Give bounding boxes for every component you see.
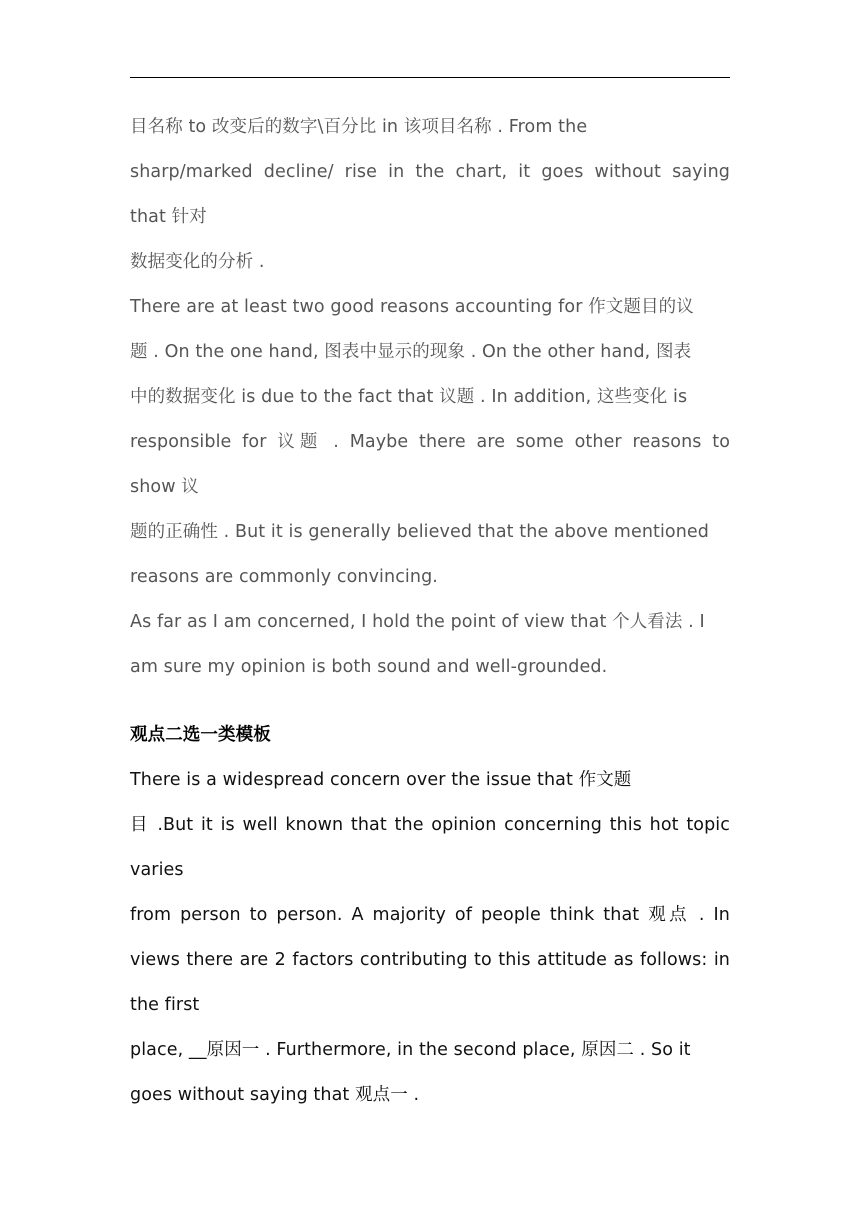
paragraph-line: 目 .But it is well known that the opinion concerning this hot topic [130, 815, 730, 835]
paragraph-line: goes without saying that 观点一 . [130, 1085, 420, 1105]
paragraph-line: am sure my opinion is both sound and well-grounded. [130, 657, 608, 677]
section-spacer [130, 690, 730, 713]
paragraph-line: from person to person. A majority of people think that 观点 . In [130, 905, 730, 925]
paragraph-line: responsible for 议题 . Maybe there are some other reasons to [130, 432, 730, 452]
paragraph-line: that 针对 [130, 207, 207, 227]
paragraph-line: views there are 2 factors contributing to this attitude as follows: in [130, 950, 730, 970]
document-body [130, 105, 730, 1118]
paragraph-line: 题的正确性 . But it is generally believed that the above mentioned [130, 522, 710, 542]
paragraph-line: 目名称 to 改变后的数字\百分比 in 该项目名称 . From the [130, 117, 588, 137]
paragraph-line: As far as I am concerned, I hold the point of view that 个人看法 . I [130, 612, 705, 632]
paragraph-line: sharp/marked decline/ rise in the chart, it goes without saying [130, 162, 730, 182]
paragraph-line: There are at least two good reasons accounting for 作文题目的议 [130, 297, 694, 317]
section-choice-template [130, 713, 730, 1118]
paragraph-line: place, __原因一 . Furthermore, in the second place, 原因二 . So it [130, 1040, 691, 1060]
paragraph-line: 中的数据变化 is due to the fact that 议题 . In addition, 这些变化 is [130, 387, 688, 407]
section-chart-template [130, 105, 730, 690]
section-heading: 观点二选一类模板 [130, 725, 271, 745]
header-rule [130, 77, 730, 78]
paragraph-line: 题 . On the one hand, 图表中显示的现象 . On the other hand, 图表 [130, 342, 692, 362]
paragraph-line: reasons are commonly convincing. [130, 567, 438, 587]
paragraph-line: show 议 [130, 477, 199, 497]
paragraph-line: 数据变化的分析 . [130, 252, 265, 272]
paragraph-line: varies [130, 860, 184, 880]
paragraph-line: the first [130, 995, 200, 1015]
paragraph-line: There is a widespread concern over the issue that 作文题 [130, 770, 632, 790]
